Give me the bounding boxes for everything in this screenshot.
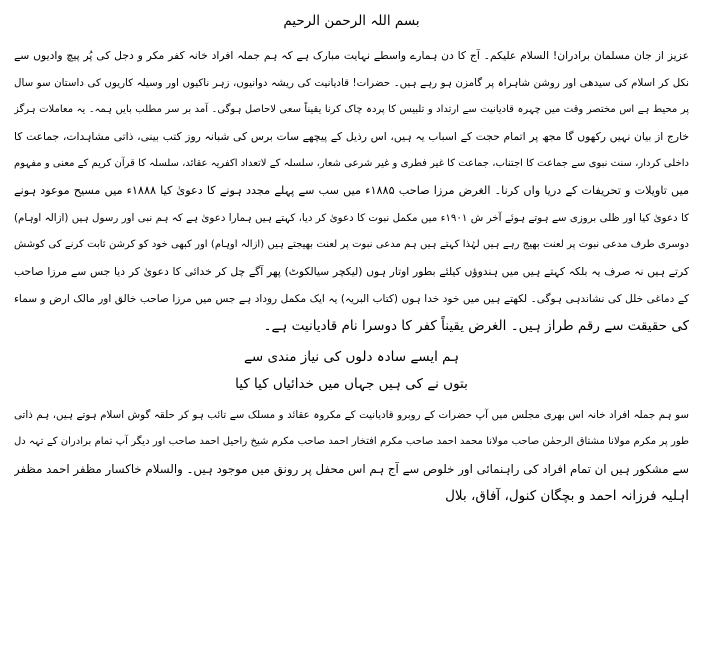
paragraph2-line-1: سو ہم جملہ افراد خانہ اس بھری مجلس میں آپ حضرات کے روبرو قادیانیت کے مکروہ عقائد و مسلک سے تائب ہو کر حلقہ گوش اسلام ہوتے ہیں، ہم ذاتی bbox=[14, 409, 689, 421]
paragraph1-line-6: میں تاویلات و تحریفات کے دریا واں کرنا۔ الغرض مرزا صاحب ۱۸۸۵ء میں سب سے پہلے مجدد ہونے کا دعویٰ کیا ۱۸۸۸ء میں مسیح موعود ہونے bbox=[14, 184, 689, 197]
paragraph1-line-3: پر محیط ہے اس مختصر وقت میں چہرہ قادیانیت سے ارتداد و تلبیس کا پردہ چاک کرنا یقیناً سعی لاحاصل ہوگی۔ آمد بر سر مطلب بایں ہمہ۔ یہ معاملات ہرگز bbox=[14, 104, 689, 115]
paragraph1-line-11: کی حقیقت سے رقم طراز ہیں۔ الغرض یقیناً کفر کا دوسرا نام قادیانیت ہے۔ bbox=[263, 318, 689, 334]
paragraph2-line-2: طور پر مکرم مولانا مشتاق الرحمٰن صاحب مولانا محمد احمد صاحب مکرم افتخار احمد صاحب مکرم شیخ راحیل احمد صاحب اور دیگر آپ تمام برادران کے تہہ دل bbox=[14, 436, 689, 447]
paragraph1-line-10: کے دماغی خلل کی نشاندہی ہوگی۔ لکھتے ہیں میں خود خدا ہوں (کتاب البریہ) یہ ایک مکمل روداد ہے جس میں مرزا صاحب خالق اور مالک ارض و سماء bbox=[14, 293, 689, 305]
paragraph2-signature: اہلیہ فرزانہ احمد و بچگان کنول، آفاق، بلال bbox=[445, 488, 689, 504]
paragraph1-line-2: نکل کر اسلام کی سیدھی اور روشن شاہراہ پر گامزن ہو رہے ہیں۔ حضرات! قادیانیت کی ریشہ دوانیوں، زہر ناکیوں اور وسیلہ کاریوں کی داستان سو سال bbox=[14, 77, 689, 89]
paragraph1-line-9: کرتے ہیں نہ صرف یہ بلکہ کہتے ہیں میں ہندوؤں کیلئے بطور اوتار ہوں (لیکچر سیالکوٹ) پھر آگے چل کر خدائی کا دعویٰ کر دیا جس سے مرزا صاحب bbox=[14, 265, 689, 278]
paragraph1-line-1: عزیز از جان مسلمان برادران! السلام علیکم۔ آج کا دن ہمارے واسطے نہایت مبارک ہے کہ ہم جملہ افراد خانہ کفر مکر و دجل کی پُر پیچ وادیوں سے bbox=[14, 49, 689, 62]
paragraph2-line-3: سے مشکور ہیں ان تمام افراد کی راہنمائی اور خلوص سے آج ہم اس محفل پر رونق میں موجود ہیں۔ والسلام خاکسار مظفر احمد مظفر bbox=[14, 462, 689, 476]
verse-line-1: ہم ایسے سادہ دلوں کی نیاز مندی سے bbox=[243, 349, 460, 365]
paragraph1-line-4: خارج از بیان نہیں رکھوں گا مجھ پر اتمام حجت کے اسباب یہ ہیں، اس رذیل کے پیچھے سات برس کی شبانہ روز کتب بینی، ذاتی مشاہدات، جماعت کا bbox=[14, 130, 689, 143]
paragraph1-line-8: دوسری طرف مدعی نبوت پر لعنت بھیج رہے ہیں لہٰذا کہتے ہیں ہم مدعی نبوت پر لعنت بھیجتے ہیں (ازالہ اوہام) اور کبھی خود کو کرشن ثابت کرنے کی کوشش bbox=[14, 239, 689, 250]
paragraph1-line-5: داخلی کردار، سنت نبوی سے جماعت کا اجتناب، جماعت کا غیر فطری و غیر شرعی شعار، سلسلہ کے لاتعداد اکفریہ عقائد، سلسلہ کا قرآن کریم کے معنی و مفہوم bbox=[14, 158, 689, 169]
verse-line-2: بتوں نے کی ہیں جہاں میں خدائیاں کیا کیا bbox=[235, 376, 468, 392]
bismillah-heading: بسم اللہ الرحمن الرحیم bbox=[283, 13, 420, 29]
paragraph1-line-7: کا دعویٰ کیا اور ظلی بروزی سے ہوتے ہوئے آخر ش ۱۹۰۱ء میں مکمل نبوت کا دعویٰ کر دیا، کہتے ہیں ہمارا دعویٰ ہے کہ ہم نبی اور رسول ہیں (ازالہ اوہام) bbox=[14, 212, 689, 224]
